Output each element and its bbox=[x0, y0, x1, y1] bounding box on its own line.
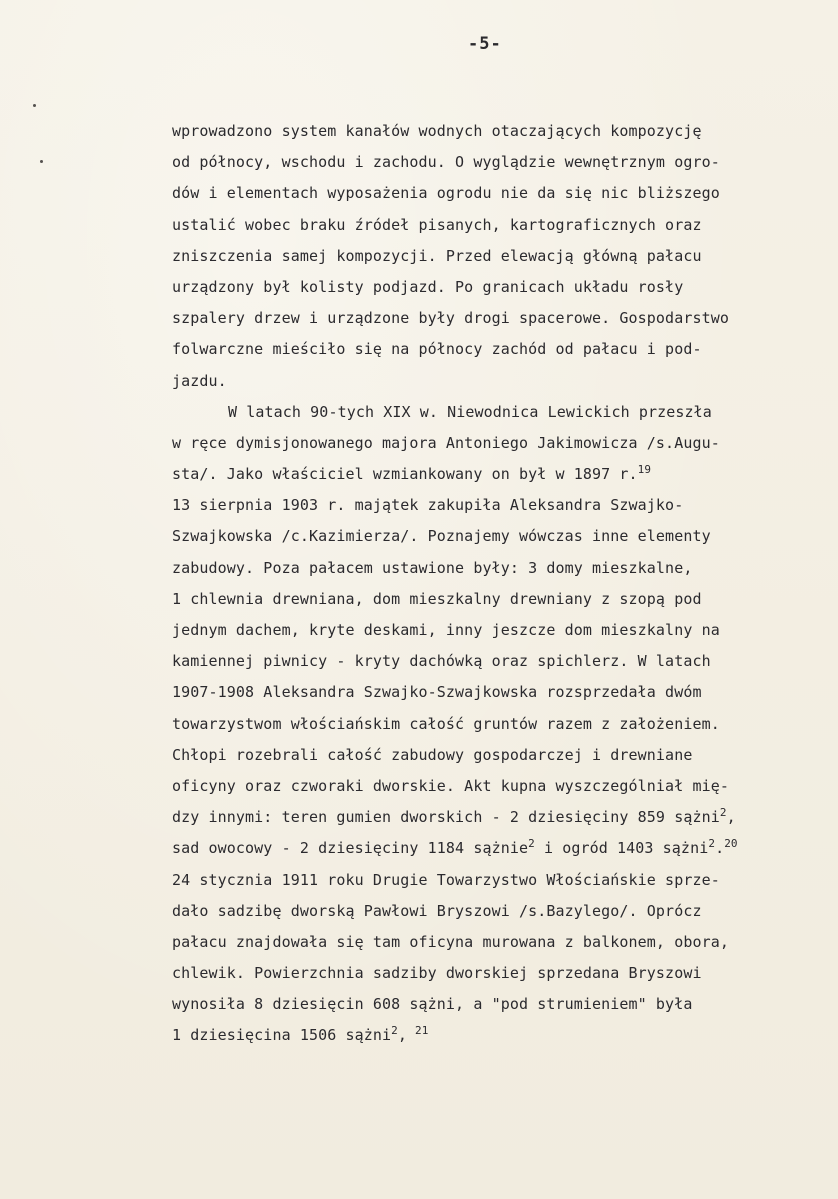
line-text: sad owocowy - 2 dziesięciny 1184 sążnie bbox=[172, 839, 529, 858]
scan-speck bbox=[40, 160, 43, 163]
text-line bbox=[172, 459, 822, 490]
line-text: sta/. Jako właściciel wzmiankowany on był w 1897 r. bbox=[172, 465, 638, 484]
scan-speck bbox=[33, 104, 36, 107]
text-line: 1907-1908 Aleksandra Szwajko-Szwajkowska rozsprzedała dwóm bbox=[172, 683, 702, 702]
text-line: zniszczenia samej kompozycji. Przed elewacją główną pałacu bbox=[172, 246, 702, 265]
superscript-2: 2 bbox=[391, 1024, 398, 1038]
footnote-marker-21: 21 bbox=[415, 1024, 429, 1038]
footnote-marker-19: 19 bbox=[637, 463, 652, 477]
superscript-2: 2 bbox=[708, 837, 716, 851]
text-line bbox=[172, 833, 822, 864]
superscript-2: 2 bbox=[719, 806, 727, 820]
text-line: W latach 90-tych XIX w. Niewodnica Lewickich przeszła bbox=[228, 402, 712, 421]
text-line: chlewik. Powierzchnia sadziby dworskiej sprzedana Bryszowi bbox=[172, 964, 702, 983]
text-line: wprowadzono system kanałów wodnych otaczających kompozycję bbox=[172, 122, 702, 140]
text-line: 13 sierpnia 1903 r. majątek zakupiła Aleksandra Szwajko- bbox=[172, 496, 684, 515]
footnote-marker-20: 20 bbox=[724, 837, 738, 851]
text-line: 24 stycznia 1911 roku Drugie Towarzystwo Włościańskie sprze- bbox=[172, 870, 720, 889]
text-line: od północy, wschodu i zachodu. O wyglądzie wewnętrznym ogro- bbox=[172, 153, 720, 172]
text-line: Chłopi rozebrali całość zabudowy gospodarczej i drewniane bbox=[172, 745, 693, 764]
text-line: kamiennej piwnicy - kryty dachówką oraz spichlerz. W latach bbox=[172, 652, 711, 671]
text-line: szpalery drzew i urządzone były drogi spacerowe. Gospodarstwo bbox=[172, 309, 729, 328]
text-line: pałacu znajdowała się tam oficyna murowana z balkonem, obora, bbox=[172, 932, 729, 951]
text-line: oficyny oraz czworaki dworskie. Akt kupna wyszczególniał mię- bbox=[172, 776, 729, 795]
line-comma: , bbox=[726, 808, 736, 827]
text-line: urządzony był kolisty podjazd. Po granicach układu rosły bbox=[172, 277, 684, 296]
text-line: 1 chlewnia drewniana, dom mieszkalny drewniany z szopą pod bbox=[172, 589, 702, 608]
text-line: w ręce dymisjonowanego majora Antoniego Jakimowicza /s.Augu- bbox=[172, 433, 720, 452]
line-comma: , bbox=[397, 1026, 408, 1045]
text-line: wynosiła 8 dziesięcin 608 sążni, a "pod strumieniem" była bbox=[172, 995, 693, 1014]
text-line bbox=[172, 802, 822, 833]
line-text: dzy innymi: teren gumien dworskich - 2 dziesięciny 859 sążni bbox=[172, 808, 720, 827]
body-text bbox=[172, 116, 822, 1052]
line-period: . bbox=[715, 839, 725, 858]
text-line: dów i elementach wyposażenia ogrodu nie da się nic bliższego bbox=[172, 184, 720, 203]
text-line: towarzystwom włościańskim całość gruntów razem z założeniem. bbox=[172, 714, 720, 733]
text-line: folwarczne mieściło się na północy zachód od pałacu i pod- bbox=[172, 340, 702, 359]
text-line: ustalić wobec braku źródeł pisanych, kartograficznych oraz bbox=[172, 215, 702, 234]
text-line: jednym dachem, kryte deskami, inny jeszcze dom mieszkalny na bbox=[172, 621, 720, 639]
line-text: 1 dziesięcina 1506 sążni bbox=[172, 1026, 392, 1045]
page-number: -5- bbox=[468, 34, 502, 54]
text-line: Szwajkowska /c.Kazimierza/. Poznajemy wówczas inne elementy bbox=[172, 527, 711, 546]
line-text-mid: i ogród 1403 sążni bbox=[534, 839, 709, 858]
text-line bbox=[172, 1020, 822, 1051]
text-line: zabudowy. Poza pałacem ustawione były: 3 domy mieszkalne, bbox=[172, 558, 693, 577]
text-line: jazdu. bbox=[172, 371, 227, 390]
text-line: dało sadzibę dworską Pawłowi Bryszowi /s.Bazylego/. Oprócz bbox=[172, 901, 702, 920]
superscript-2: 2 bbox=[528, 837, 535, 851]
